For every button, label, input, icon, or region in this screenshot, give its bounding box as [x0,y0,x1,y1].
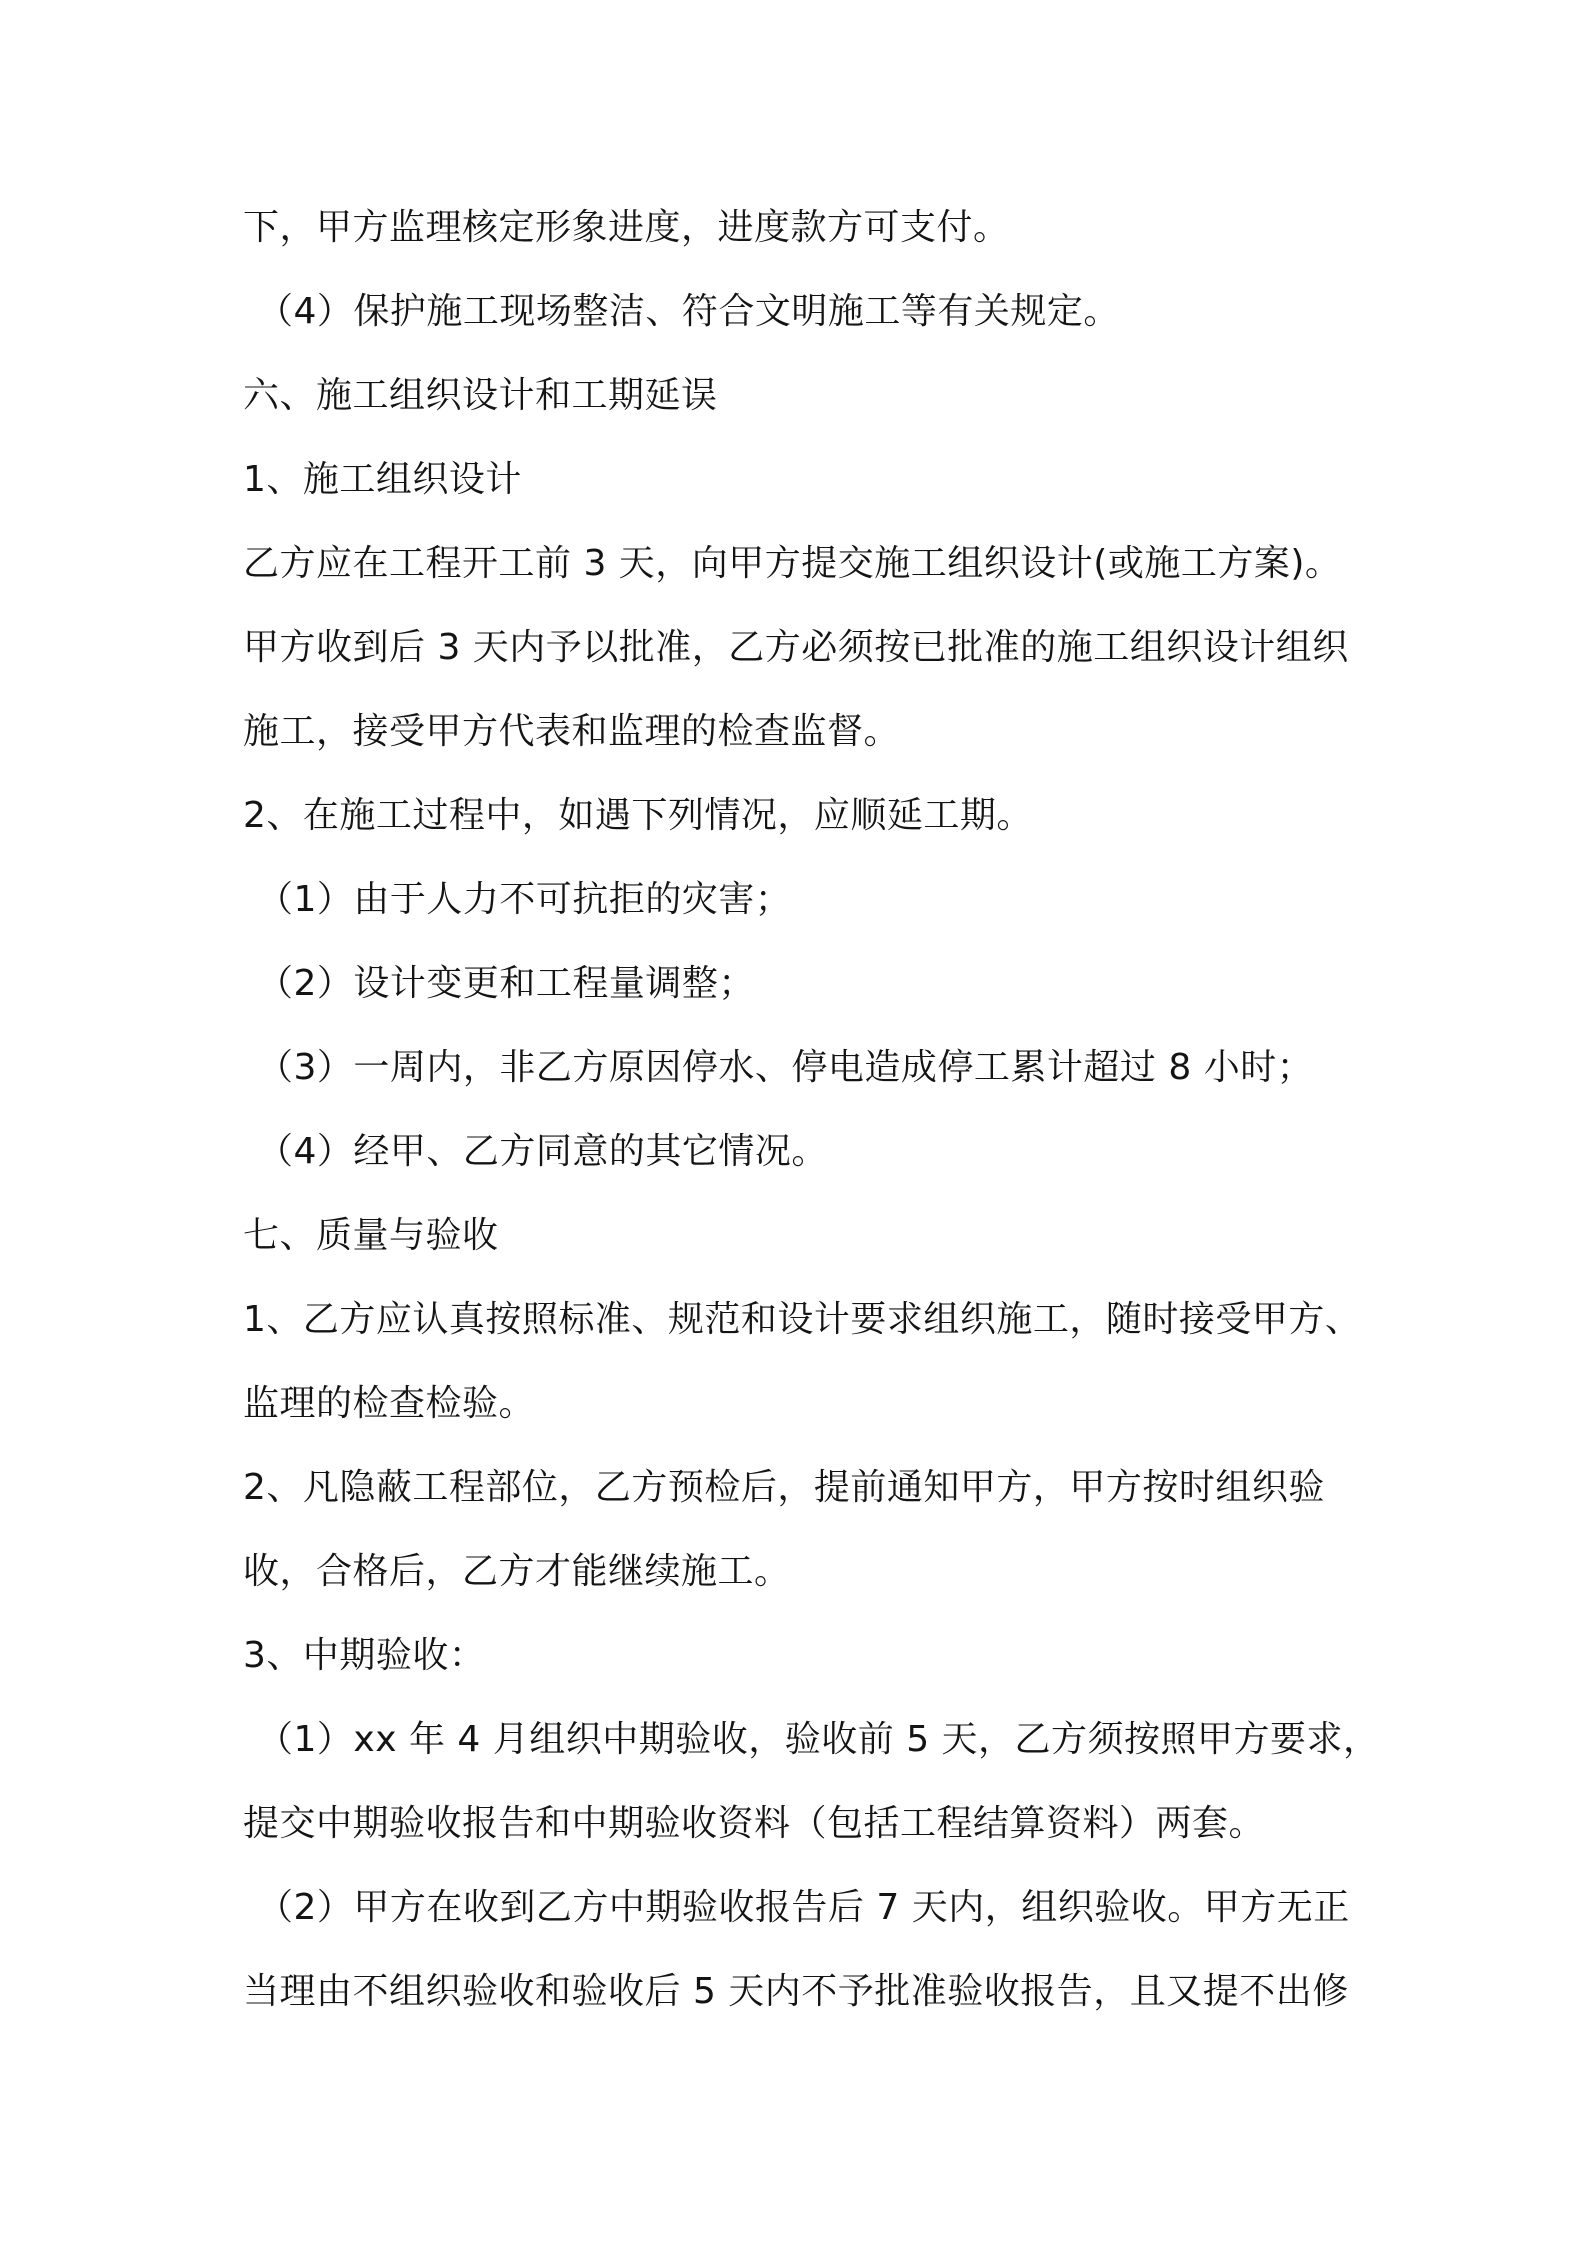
text-line: 提交中期验收报告和中期验收资料（包括工程结算资料）两套。 [243,1803,1266,1844]
list-item: （2）甲方在收到乙方中期验收报告后 7 天内，组织验收。甲方无正 [257,1887,1350,1928]
subsection-heading: 3、中期验收： [243,1635,486,1676]
text-line: 2、凡隐蔽工程部位，乙方预检后，提前通知甲方，甲方按时组织验 [243,1467,1325,1508]
text-line: 监理的检查检验。 [243,1383,536,1424]
text-line: 收，合格后，乙方才能继续施工。 [243,1551,791,1592]
section-heading: 六、施工组织设计和工期延误 [243,375,718,416]
list-item: （2）设计变更和工程量调整； [257,963,755,1004]
text-line: 乙方应在工程开工前 3 天，向甲方提交施工组织设计(或施工方案)。 [243,543,1342,584]
subsection-heading: 2、在施工过程中，如遇下列情况，应顺延工期。 [243,795,1033,836]
text-line: 下，甲方监理核定形象进度，进度款方可支付。 [243,207,1010,248]
list-item: （1）xx 年 4 月组织中期验收，验收前 5 天，乙方须按照甲方要求， [257,1719,1380,1760]
section-heading: 七、质量与验收 [243,1215,499,1256]
list-item: （4）经甲、乙方同意的其它情况。 [257,1131,828,1172]
text-line: 1、乙方应认真按照标准、规范和设计要求组织施工，随时接受甲方、 [243,1299,1362,1340]
list-item: （1）由于人力不可抗拒的灾害； [257,879,792,920]
text-line: 施工，接受甲方代表和监理的检查监督。 [243,711,901,752]
text-line: 当理由不组织验收和验收后 5 天内不予批准验收报告，且又提不出修 [243,1971,1349,2012]
text-line: 甲方收到后 3 天内予以批准，乙方必须按已批准的施工组织设计组织 [243,627,1349,668]
list-item: （4）保护施工现场整洁、符合文明施工等有关规定。 [257,291,1120,332]
list-item: （3）一周内，非乙方原因停水、停电造成停工累计超过 8 小时； [257,1047,1314,1088]
subsection-heading: 1、施工组织设计 [243,459,522,500]
